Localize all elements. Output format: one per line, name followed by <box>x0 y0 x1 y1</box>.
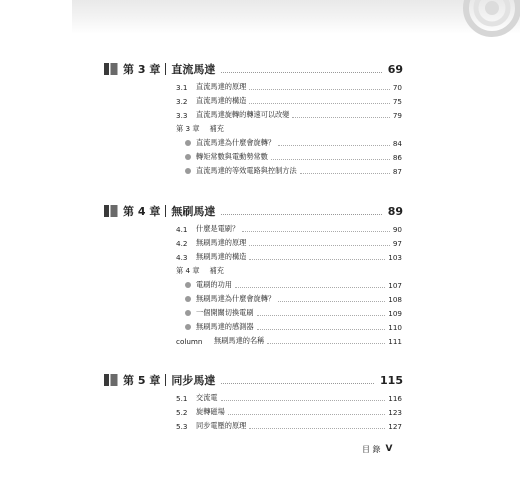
supplement-entry[interactable] <box>176 165 402 177</box>
section-number: 3.3 <box>176 110 188 120</box>
toc-entry[interactable] <box>176 95 402 107</box>
leader-dots <box>221 396 386 401</box>
supplement-title: 直流馬達的等效電路與控制方法 <box>196 166 297 175</box>
toc-entry[interactable] <box>176 420 402 432</box>
supplement-page: 109 <box>388 308 402 318</box>
page-footer <box>362 442 393 456</box>
leader-dots <box>267 339 385 344</box>
section-title: 交流電 <box>196 393 218 402</box>
leader-dots <box>257 311 386 316</box>
toc-entry[interactable] <box>176 406 402 418</box>
section-number: 4.1 <box>176 224 188 234</box>
bullet-icon <box>185 310 191 316</box>
column-title: 無刷馬達的名稱 <box>214 336 265 345</box>
leader-dots <box>249 424 385 429</box>
supplement-entry[interactable] <box>176 321 402 333</box>
section-title: 直流馬達的構造 <box>196 96 247 105</box>
supplement-title: 電刷的功用 <box>196 280 232 289</box>
column-page: 111 <box>388 336 402 346</box>
leader-dots <box>278 141 390 146</box>
bullet-icon <box>185 324 191 330</box>
bullet-icon <box>185 168 191 174</box>
supplement-title: 直流馬達為什麼會旋轉？ <box>196 138 276 147</box>
section-number: 5.1 <box>176 393 188 403</box>
supplement-entry[interactable] <box>176 307 402 319</box>
chapter-title: 無刷馬達 <box>171 205 216 218</box>
chapter-page: 89 <box>387 204 403 218</box>
section-page: 127 <box>388 421 402 431</box>
section-page: 90 <box>392 224 402 234</box>
leader-dots <box>249 241 390 246</box>
book-icon <box>103 373 119 387</box>
column-label: column <box>176 336 203 346</box>
decorative-swirl-icon <box>430 0 520 40</box>
section-number: 3.2 <box>176 96 188 106</box>
book-icon <box>103 204 119 218</box>
leader-dots <box>271 155 390 160</box>
chapter-number: 第 3 章 <box>123 63 161 76</box>
chapter-title: 同步馬達 <box>171 374 216 387</box>
chapter-page: 69 <box>387 62 403 76</box>
bullet-icon <box>185 154 191 160</box>
toc-entry[interactable] <box>176 81 402 93</box>
supplement-heading <box>176 123 224 135</box>
divider <box>165 374 166 386</box>
bullet-icon <box>185 140 191 146</box>
section-title: 無刷馬達的原理 <box>196 238 247 247</box>
chapter-number: 第 5 章 <box>123 374 161 387</box>
supplement-page: 84 <box>392 138 402 148</box>
supplement-entry[interactable] <box>176 137 402 149</box>
section-page: 79 <box>392 110 402 120</box>
leader-dots <box>221 208 381 215</box>
leader-dots <box>235 283 385 288</box>
bullet-icon <box>185 296 191 302</box>
toc-entry[interactable] <box>176 223 402 235</box>
section-title: 旋轉磁場 <box>196 407 225 416</box>
section-page: 75 <box>392 96 402 106</box>
supplement-chapter: 第 3 章 <box>176 124 200 133</box>
chapter-number: 第 4 章 <box>123 205 161 218</box>
section-title: 同步電壓的原理 <box>196 421 247 430</box>
leader-dots <box>292 113 389 118</box>
leader-dots <box>249 85 390 90</box>
supplement-page: 107 <box>388 280 402 290</box>
section-title: 什麼是電刷？ <box>196 224 240 233</box>
section-page: 123 <box>388 407 402 417</box>
page-number: V <box>385 444 393 454</box>
section-page: 116 <box>388 393 402 403</box>
toc-entry[interactable] <box>176 237 402 249</box>
section-title: 直流馬達旋轉的轉速可以改變 <box>196 110 290 119</box>
leader-dots <box>257 325 386 330</box>
supplement-page: 108 <box>388 294 402 304</box>
leader-dots <box>242 227 390 232</box>
leader-dots <box>278 297 385 302</box>
book-icon <box>103 62 119 76</box>
supplement-title: 轉矩常數與電動勢常數 <box>196 152 268 161</box>
chapter-heading[interactable] <box>103 61 403 77</box>
leader-dots <box>221 377 374 384</box>
supplement-entry[interactable] <box>176 151 402 163</box>
supplement-label: 補充 <box>209 266 224 275</box>
divider <box>165 63 166 75</box>
supplement-entry[interactable] <box>176 279 402 291</box>
supplement-chapter: 第 4 章 <box>176 266 200 275</box>
chapter-page: 115 <box>380 373 403 387</box>
supplement-page: 87 <box>392 166 402 176</box>
leader-dots <box>221 66 381 73</box>
toc-entry[interactable] <box>176 251 402 263</box>
section-page: 103 <box>388 252 402 262</box>
chapter-heading[interactable] <box>103 203 403 219</box>
footer-label: 目 錄 <box>362 444 381 454</box>
toc-entry[interactable] <box>176 392 402 404</box>
section-page: 70 <box>392 82 402 92</box>
section-page: 97 <box>392 238 402 248</box>
supplement-label: 補充 <box>209 124 224 133</box>
leader-dots <box>249 255 385 260</box>
bullet-icon <box>185 282 191 288</box>
supplement-title: 一個開關切換電刷 <box>196 308 254 317</box>
column-entry[interactable] <box>176 335 402 347</box>
supplement-page: 86 <box>392 152 402 162</box>
section-number: 4.2 <box>176 238 188 248</box>
section-title: 無刷馬達的構造 <box>196 252 247 261</box>
chapter-heading[interactable] <box>103 372 403 388</box>
section-number: 5.2 <box>176 407 188 417</box>
leader-dots <box>228 410 386 415</box>
supplement-entry[interactable] <box>176 293 402 305</box>
section-number: 3.1 <box>176 82 188 92</box>
supplement-page: 110 <box>388 322 402 332</box>
leader-dots <box>249 99 390 104</box>
supplement-title: 無刷馬達的感測器 <box>196 322 254 331</box>
chapter-title: 直流馬達 <box>171 63 216 76</box>
toc-entry[interactable] <box>176 109 402 121</box>
divider <box>165 205 166 217</box>
section-number: 4.3 <box>176 252 188 262</box>
supplement-heading <box>176 265 224 277</box>
section-title: 直流馬達的原理 <box>196 82 247 91</box>
section-number: 5.3 <box>176 421 188 431</box>
supplement-title: 無刷馬達為什麼會旋轉？ <box>196 294 276 303</box>
leader-dots <box>300 169 390 174</box>
